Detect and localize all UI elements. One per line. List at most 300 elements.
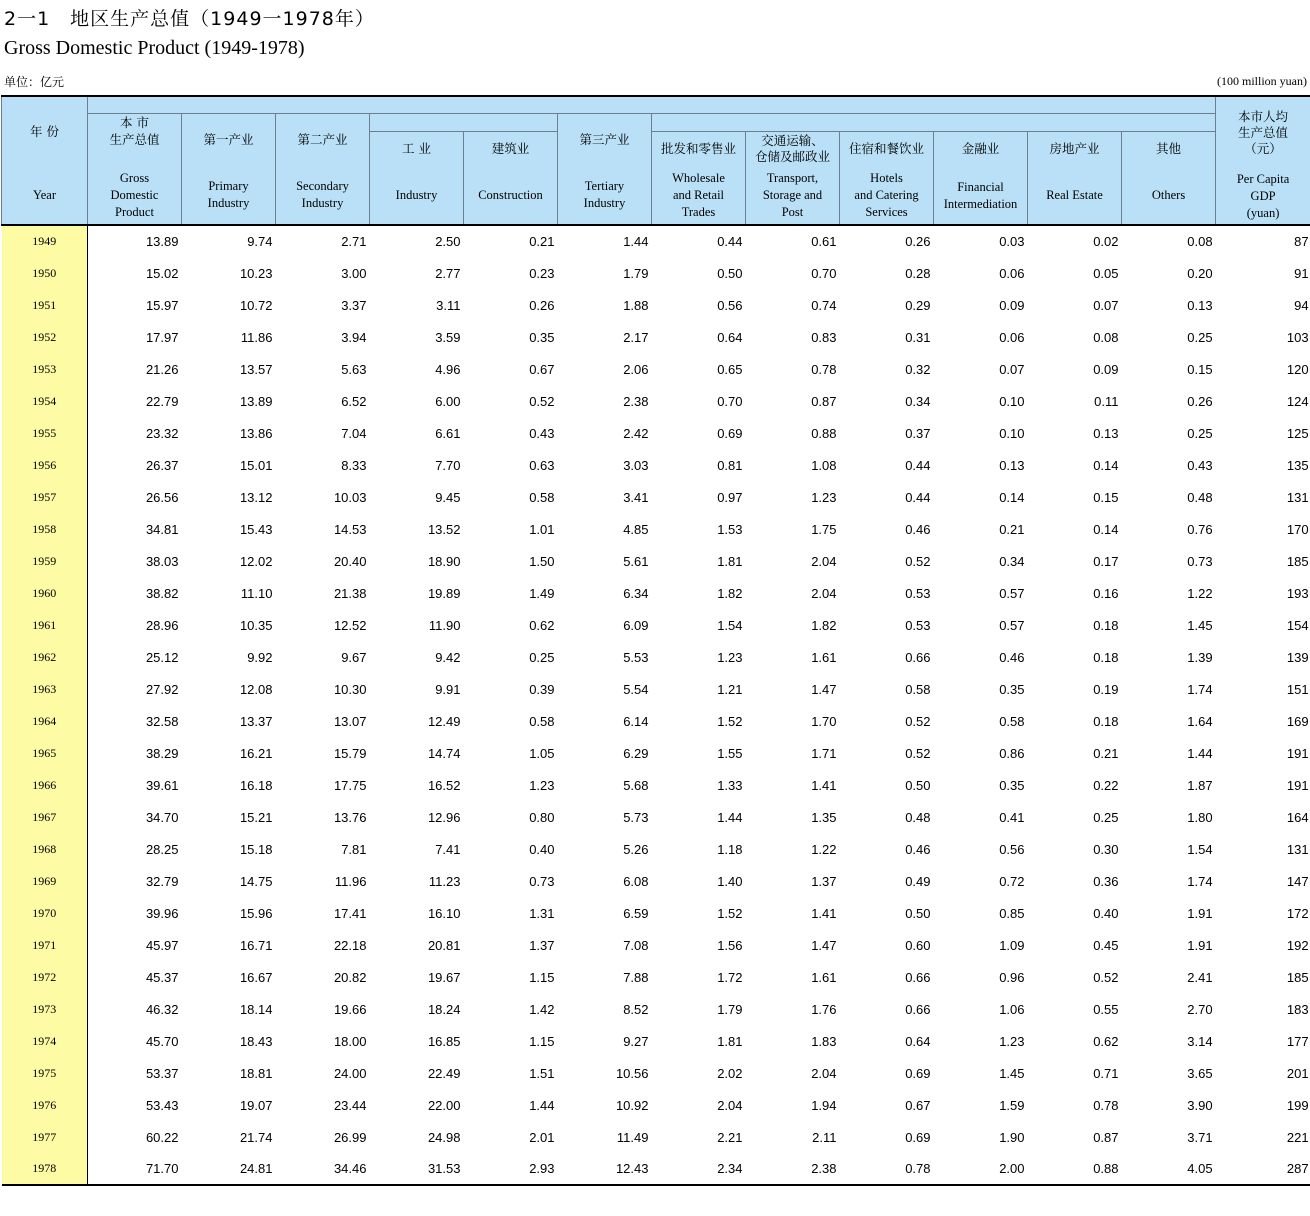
cell-tertiary: 2.38 <box>623 393 649 409</box>
cell-gdp: 27.92 <box>145 681 179 697</box>
header-gdp-en-2: Domestic <box>110 187 159 202</box>
cell-wholesale: 2.34 <box>717 1161 743 1176</box>
cell-wholesale: 1.81 <box>717 553 743 569</box>
cell-year: 1969 <box>2 865 88 897</box>
header-hotels-cn: 住宿和餐饮业 <box>848 140 924 156</box>
cell-primary: 10.35 <box>239 617 273 633</box>
table-row <box>2 1025 1310 1057</box>
cell-primary: 14.75 <box>239 873 273 889</box>
cell-industry: 12.49 <box>427 713 461 729</box>
cell-realestate: 0.08 <box>1093 329 1119 345</box>
table-body <box>2 225 1310 1185</box>
cell-hotels: 0.58 <box>905 681 931 697</box>
cell-wholesale: 1.52 <box>717 905 743 921</box>
cell-hotels: 0.50 <box>905 905 931 921</box>
cell-percapita: 172 <box>1286 905 1309 921</box>
cell-percapita: 192 <box>1286 937 1309 953</box>
header-construction-en: Construction <box>478 187 543 202</box>
cell-financial: 0.35 <box>999 681 1025 697</box>
cell-secondary: 7.81 <box>341 841 367 857</box>
cell-gdp: 17.97 <box>145 329 179 345</box>
cell-gdp: 45.37 <box>145 969 179 985</box>
cell-wholesale: 2.04 <box>717 1097 743 1113</box>
cell-industry: 11.23 <box>428 873 461 889</box>
cell-primary: 18.14 <box>239 1001 273 1017</box>
cell-gdp: 34.81 <box>145 521 179 537</box>
table-row <box>2 1089 1310 1121</box>
cell-tertiary: 5.73 <box>623 809 649 825</box>
cell-hotels: 0.64 <box>905 1033 931 1049</box>
cell-wholesale: 1.79 <box>717 1001 743 1017</box>
header-percapita-en-2: GDP <box>1250 189 1276 203</box>
cell-secondary: 3.94 <box>341 329 367 345</box>
cell-percapita: 120 <box>1286 361 1309 377</box>
cell-construction: 2.01 <box>529 1129 555 1145</box>
cell-industry: 16.10 <box>427 905 461 921</box>
cell-others: 1.64 <box>1187 713 1213 729</box>
cell-hotels: 0.69 <box>905 1065 931 1081</box>
cell-tertiary: 2.17 <box>623 329 649 345</box>
cell-wholesale: 0.69 <box>717 425 743 441</box>
cell-construction: 1.44 <box>529 1097 555 1113</box>
cell-financial: 1.06 <box>999 1001 1025 1017</box>
cell-industry: 3.11 <box>436 297 461 313</box>
cell-realestate: 0.52 <box>1093 969 1119 985</box>
cell-year: 1971 <box>2 929 88 961</box>
cell-tertiary: 6.59 <box>623 905 649 921</box>
cell-tertiary: 4.85 <box>623 521 649 537</box>
cell-year: 1954 <box>2 385 88 417</box>
cell-gdp: 22.79 <box>145 393 179 409</box>
table-row <box>2 769 1310 801</box>
cell-primary: 13.89 <box>239 393 273 409</box>
cell-construction: 0.58 <box>529 713 555 729</box>
cell-financial: 0.86 <box>999 745 1025 761</box>
cell-wholesale: 1.82 <box>717 585 743 601</box>
page-title-chinese: 2一1 地区生产总值（1949一1978年） <box>4 8 375 30</box>
cell-secondary: 13.76 <box>333 809 367 825</box>
cell-wholesale: 1.72 <box>717 969 743 985</box>
cell-hotels: 0.48 <box>905 809 931 825</box>
cell-gdp: 13.89 <box>145 234 179 249</box>
cell-year: 1957 <box>2 481 88 513</box>
cell-year: 1949 <box>2 225 88 257</box>
cell-others: 1.91 <box>1187 937 1213 953</box>
cell-hotels: 0.44 <box>905 489 931 505</box>
header-others-en: Others <box>1151 187 1186 202</box>
cell-primary: 13.37 <box>239 713 273 729</box>
table-row <box>2 673 1310 705</box>
cell-wholesale: 0.56 <box>717 297 743 313</box>
cell-realestate: 0.55 <box>1093 1001 1119 1017</box>
header-wholesale-en-1: Wholesale <box>672 170 725 185</box>
header-construction-cn: 建筑业 <box>491 140 530 156</box>
cell-gdp: 71.70 <box>145 1161 179 1176</box>
cell-year: 1952 <box>2 321 88 353</box>
cell-hotels: 0.46 <box>905 521 931 537</box>
cell-year: 1975 <box>2 1057 88 1089</box>
cell-financial: 0.46 <box>999 649 1025 665</box>
table-row <box>2 961 1310 993</box>
cell-hotels: 0.66 <box>905 969 931 985</box>
header-gdp-en-3: Product <box>115 204 154 219</box>
cell-wholesale: 1.40 <box>717 873 743 889</box>
cell-wholesale: 1.52 <box>717 713 743 729</box>
cell-transport: 1.75 <box>811 521 837 537</box>
cell-realestate: 0.18 <box>1093 617 1119 633</box>
cell-others: 1.74 <box>1187 681 1213 697</box>
cell-industry: 31.53 <box>427 1161 461 1176</box>
cell-industry: 16.52 <box>427 777 461 793</box>
header-secondary-cn: 第二产业 <box>297 131 348 147</box>
cell-others: 1.91 <box>1187 905 1213 921</box>
cell-industry: 22.00 <box>427 1097 461 1113</box>
cell-primary: 15.43 <box>239 521 273 537</box>
cell-industry: 13.52 <box>427 521 461 537</box>
cell-industry: 19.67 <box>427 969 461 985</box>
cell-transport: 2.04 <box>811 585 837 601</box>
cell-transport: 1.35 <box>811 809 837 825</box>
cell-tertiary: 6.08 <box>623 873 649 889</box>
cell-hotels: 0.50 <box>905 777 931 793</box>
header-year <box>2 96 88 225</box>
cell-realestate: 0.45 <box>1093 937 1119 953</box>
cell-secondary: 14.53 <box>333 521 367 537</box>
cell-primary: 16.18 <box>239 777 273 793</box>
cell-percapita: 94 <box>1294 297 1309 313</box>
cell-secondary: 34.46 <box>333 1161 367 1176</box>
cell-construction: 0.21 <box>529 234 555 249</box>
cell-transport: 1.08 <box>811 457 837 473</box>
table-row <box>2 289 1310 321</box>
cell-others: 2.41 <box>1187 969 1213 985</box>
header-secondary-en-2: Industry <box>301 195 344 210</box>
cell-realestate: 0.62 <box>1093 1033 1119 1049</box>
cell-realestate: 0.21 <box>1093 745 1119 761</box>
cell-financial: 0.10 <box>999 425 1025 441</box>
cell-gdp: 28.25 <box>145 841 179 857</box>
cell-hotels: 0.34 <box>905 393 931 409</box>
cell-construction: 0.35 <box>529 329 555 345</box>
cell-gdp: 38.03 <box>145 553 179 569</box>
cell-transport: 0.61 <box>811 234 837 249</box>
cell-industry: 9.45 <box>435 489 461 505</box>
cell-secondary: 9.67 <box>341 649 367 665</box>
table-row <box>2 865 1310 897</box>
cell-industry: 16.85 <box>427 1033 461 1049</box>
cell-hotels: 0.52 <box>905 745 931 761</box>
cell-industry: 19.89 <box>427 585 461 601</box>
cell-tertiary: 11.49 <box>616 1129 649 1145</box>
table-row <box>2 481 1310 513</box>
cell-realestate: 0.05 <box>1093 265 1119 281</box>
cell-transport: 1.47 <box>811 681 837 697</box>
cell-others: 0.15 <box>1187 361 1213 377</box>
cell-transport: 1.61 <box>811 969 837 985</box>
cell-primary: 15.96 <box>239 905 273 921</box>
cell-year: 1956 <box>2 449 88 481</box>
header-construction <box>464 131 558 225</box>
cell-percapita: 287 <box>1286 1161 1309 1176</box>
cell-construction: 0.62 <box>529 617 555 633</box>
cell-wholesale: 0.64 <box>717 329 743 345</box>
cell-construction: 0.40 <box>529 841 555 857</box>
cell-financial: 0.41 <box>999 809 1025 825</box>
cell-secondary: 6.52 <box>341 393 367 409</box>
header-percapita-en-3: (yuan) <box>1246 206 1280 220</box>
cell-industry: 2.77 <box>435 265 461 281</box>
table-row <box>2 225 1310 257</box>
cell-percapita: 191 <box>1286 745 1309 761</box>
gdp-table <box>1 95 1310 1186</box>
cell-realestate: 0.09 <box>1093 361 1119 377</box>
cell-others: 0.43 <box>1187 457 1213 473</box>
cell-year: 1962 <box>2 641 88 673</box>
cell-secondary: 2.71 <box>341 234 367 249</box>
cell-financial: 0.14 <box>999 489 1025 505</box>
cell-tertiary: 7.08 <box>623 937 649 953</box>
cell-year: 1970 <box>2 897 88 929</box>
header-wholesale-cn: 批发和零售业 <box>660 140 736 156</box>
header-hotels <box>840 131 934 225</box>
cell-tertiary: 3.03 <box>623 457 649 473</box>
cell-financial: 0.35 <box>999 777 1025 793</box>
cell-tertiary: 8.52 <box>623 1001 649 1017</box>
cell-financial: 0.58 <box>999 713 1025 729</box>
header-financial <box>934 131 1028 225</box>
cell-gdp: 15.97 <box>145 297 179 313</box>
cell-financial: 0.96 <box>999 969 1025 985</box>
table-row <box>2 641 1310 673</box>
table-row <box>2 833 1310 865</box>
cell-industry: 12.96 <box>427 809 461 825</box>
cell-tertiary: 12.43 <box>615 1161 649 1176</box>
cell-year: 1955 <box>2 417 88 449</box>
cell-industry: 6.61 <box>435 425 461 441</box>
cell-financial: 1.90 <box>999 1129 1025 1145</box>
cell-transport: 1.70 <box>811 713 837 729</box>
header-gdp-cn-1: 本 市 <box>120 114 149 130</box>
header-percapita <box>1216 96 1310 225</box>
cell-gdp: 38.82 <box>145 585 179 601</box>
header-hotels-en-3: Services <box>865 204 908 219</box>
header-transport-en-1: Transport, <box>766 170 819 185</box>
cell-secondary: 8.33 <box>341 457 367 473</box>
cell-financial: 0.10 <box>999 393 1025 409</box>
cell-tertiary: 2.42 <box>623 425 649 441</box>
table-row <box>2 257 1310 289</box>
header-financial-en-1: Financial <box>957 179 1004 194</box>
cell-primary: 9.74 <box>247 234 273 249</box>
cell-transport: 2.04 <box>811 1065 837 1081</box>
cell-industry: 9.91 <box>435 681 461 697</box>
cell-gdp: 60.22 <box>145 1129 179 1145</box>
cell-transport: 0.83 <box>811 329 837 345</box>
header-primary-cn: 第一产业 <box>203 131 254 147</box>
cell-tertiary: 1.88 <box>623 297 649 313</box>
cell-percapita: 87 <box>1294 234 1309 249</box>
cell-primary: 9.92 <box>247 649 273 665</box>
cell-transport: 1.71 <box>811 745 837 761</box>
page-title-english: Gross Domestic Product (1949-1978) <box>4 37 305 59</box>
cell-gdp: 32.79 <box>145 873 179 889</box>
cell-tertiary: 1.79 <box>623 265 649 281</box>
cell-hotels: 0.37 <box>905 425 931 441</box>
cell-tertiary: 3.41 <box>623 489 649 505</box>
cell-gdp: 38.29 <box>145 745 179 761</box>
cell-transport: 1.94 <box>811 1097 837 1113</box>
cell-wholesale: 1.18 <box>717 841 743 857</box>
cell-primary: 16.71 <box>239 937 273 953</box>
cell-financial: 1.59 <box>999 1097 1025 1113</box>
cell-hotels: 0.60 <box>905 937 931 953</box>
header-secondary-en-1: Secondary <box>296 178 349 193</box>
cell-others: 3.71 <box>1187 1129 1213 1145</box>
cell-hotels: 0.52 <box>905 713 931 729</box>
cell-primary: 15.18 <box>239 841 273 857</box>
cell-others: 3.65 <box>1187 1065 1213 1081</box>
cell-gdp: 26.56 <box>145 489 179 505</box>
cell-percapita: 91 <box>1294 265 1309 281</box>
table-row <box>2 929 1310 961</box>
cell-tertiary: 2.06 <box>623 361 649 377</box>
cell-year: 1965 <box>2 737 88 769</box>
header-year-cn: 年 份 <box>30 124 59 139</box>
cell-secondary: 17.41 <box>333 905 367 921</box>
cell-wholesale: 1.23 <box>717 649 743 665</box>
table-row <box>2 513 1310 545</box>
cell-year: 1978 <box>2 1153 88 1185</box>
cell-year: 1963 <box>2 673 88 705</box>
cell-gdp: 39.61 <box>145 777 179 793</box>
header-transport-en-2: Storage and <box>762 187 823 202</box>
cell-percapita: 131 <box>1286 841 1309 857</box>
cell-gdp: 45.70 <box>145 1033 179 1049</box>
cell-percapita: 135 <box>1286 457 1309 473</box>
header-others-cn: 其他 <box>1156 140 1182 156</box>
cell-financial: 2.00 <box>999 1161 1025 1176</box>
cell-construction: 0.39 <box>529 681 555 697</box>
cell-realestate: 0.87 <box>1093 1129 1119 1145</box>
cell-primary: 18.81 <box>239 1065 273 1081</box>
cell-industry: 6.00 <box>435 393 461 409</box>
header-industry-en: Industry <box>395 187 438 202</box>
cell-others: 0.26 <box>1187 393 1213 409</box>
cell-transport: 0.87 <box>811 393 837 409</box>
cell-secondary: 22.18 <box>333 937 367 953</box>
table-row <box>2 449 1310 481</box>
cell-realestate: 0.18 <box>1093 649 1119 665</box>
header-realestate-cn: 房地产业 <box>1049 140 1100 156</box>
cell-construction: 1.23 <box>529 777 555 793</box>
table-row <box>2 385 1310 417</box>
cell-others: 0.20 <box>1187 265 1213 281</box>
cell-realestate: 0.22 <box>1093 777 1119 793</box>
cell-realestate: 0.15 <box>1093 489 1119 505</box>
header-tertiary <box>558 113 652 225</box>
header-percapita-cn-1: 本市人均 <box>1238 109 1289 124</box>
cell-construction: 0.25 <box>529 649 555 665</box>
header-wholesale-en-3: Trades <box>681 204 716 219</box>
cell-hotels: 0.66 <box>905 649 931 665</box>
header-industry-cn: 工 业 <box>402 140 431 156</box>
cell-gdp: 28.96 <box>145 617 179 633</box>
header-transport <box>746 131 840 225</box>
cell-transport: 2.38 <box>811 1161 837 1176</box>
cell-others: 0.25 <box>1187 425 1213 441</box>
cell-gdp: 53.43 <box>145 1097 179 1113</box>
cell-tertiary: 5.53 <box>623 649 649 665</box>
cell-financial: 0.56 <box>999 841 1025 857</box>
cell-percapita: 169 <box>1286 713 1309 729</box>
cell-secondary: 18.00 <box>333 1033 367 1049</box>
cell-wholesale: 1.56 <box>717 937 743 953</box>
header-tertiary-band <box>652 113 1216 131</box>
cell-gdp: 32.58 <box>145 713 179 729</box>
cell-hotels: 0.53 <box>905 585 931 601</box>
header-percapita-cn-3: （元） <box>1244 141 1282 156</box>
table-row <box>2 1121 1310 1153</box>
cell-wholesale: 0.44 <box>717 234 743 249</box>
table-row <box>2 1153 1310 1185</box>
cell-year: 1974 <box>2 1025 88 1057</box>
cell-construction: 0.52 <box>529 393 555 409</box>
header-others <box>1122 131 1216 225</box>
cell-year: 1976 <box>2 1089 88 1121</box>
cell-financial: 0.21 <box>999 521 1025 537</box>
cell-wholesale: 0.50 <box>717 265 743 281</box>
header-financial-en-2: Intermediation <box>943 196 1018 211</box>
cell-tertiary: 9.27 <box>623 1033 649 1049</box>
cell-transport: 1.41 <box>811 777 837 793</box>
cell-percapita: 191 <box>1286 777 1309 793</box>
cell-construction: 1.49 <box>529 585 555 601</box>
cell-primary: 10.23 <box>239 265 273 281</box>
cell-year: 1953 <box>2 353 88 385</box>
header-hotels-en-2: and Catering <box>854 187 919 202</box>
cell-industry: 22.49 <box>427 1065 461 1081</box>
cell-industry: 7.41 <box>435 841 461 857</box>
cell-tertiary: 5.68 <box>623 777 649 793</box>
cell-hotels: 0.26 <box>905 234 931 249</box>
cell-construction: 0.23 <box>529 265 555 281</box>
cell-construction: 0.43 <box>529 425 555 441</box>
cell-construction: 1.15 <box>529 969 555 985</box>
cell-gdp: 15.02 <box>145 265 179 281</box>
cell-others: 1.87 <box>1187 777 1213 793</box>
unit-label-chinese: 单位：亿元 <box>4 75 65 89</box>
header-gdp <box>88 113 182 225</box>
cell-secondary: 17.75 <box>333 777 367 793</box>
cell-secondary: 26.99 <box>333 1129 367 1145</box>
cell-realestate: 0.25 <box>1093 809 1119 825</box>
cell-tertiary: 6.09 <box>623 617 649 633</box>
table-row <box>2 737 1310 769</box>
header-realestate-en: Real Estate <box>1046 187 1103 202</box>
cell-hotels: 0.66 <box>905 1001 931 1017</box>
cell-hotels: 0.29 <box>905 297 931 313</box>
cell-industry: 9.42 <box>435 649 461 665</box>
cell-tertiary: 10.56 <box>615 1065 649 1081</box>
cell-construction: 1.01 <box>529 521 555 537</box>
table-row <box>2 705 1310 737</box>
cell-secondary: 20.82 <box>333 969 367 985</box>
table-row <box>2 577 1310 609</box>
cell-industry: 3.59 <box>435 329 461 345</box>
cell-construction: 1.50 <box>529 553 555 569</box>
cell-secondary: 20.40 <box>333 553 367 569</box>
cell-percapita: 124 <box>1286 393 1309 409</box>
